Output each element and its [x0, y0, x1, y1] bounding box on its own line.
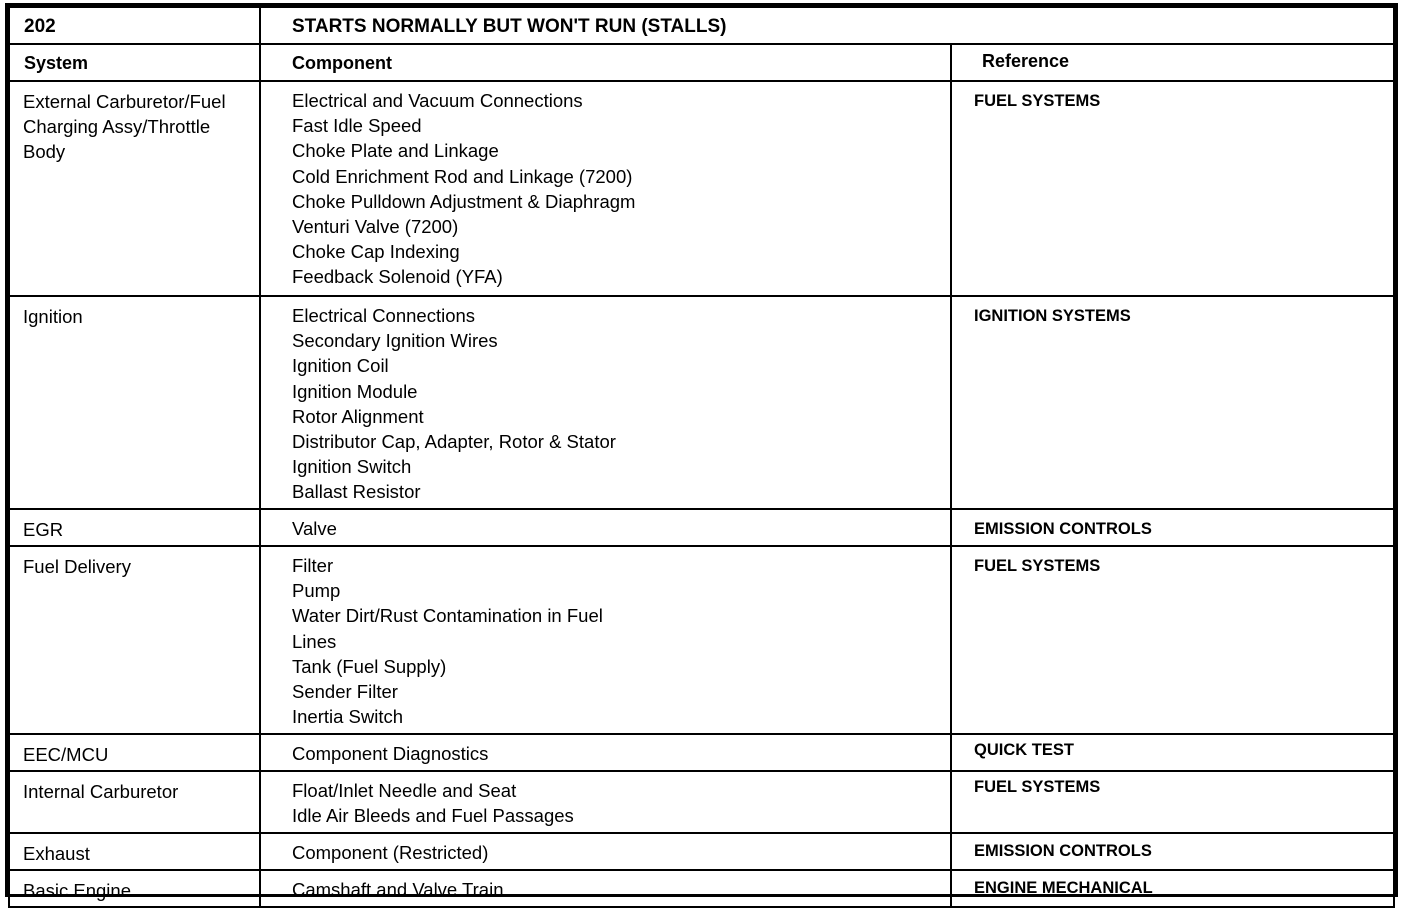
- component-item: Valve: [292, 518, 337, 539]
- component-item: Water Dirt/Rust Contamination in Fuel: [292, 605, 603, 627]
- component-item: Filter: [292, 555, 334, 576]
- component-item: Sender Filter: [292, 681, 398, 703]
- table-row: [9, 296, 1394, 509]
- table-row: [9, 546, 1394, 734]
- table-header-row: [9, 7, 1394, 44]
- component-item: Pump: [292, 580, 341, 602]
- table-row: [9, 870, 1394, 907]
- system-cell: External Carburetor/Fuel Charging Assy/Throttle Body: [9, 81, 260, 296]
- component-item: Ignition Switch: [292, 456, 412, 478]
- reference-cell: IGNITION SYSTEMS: [951, 296, 1394, 509]
- symptom-title: STARTS NORMALLY BUT WON'T RUN (STALLS): [260, 7, 1394, 44]
- diagnostic-table: [5, 3, 1398, 901]
- column-header-reference: Reference: [951, 44, 1394, 81]
- component-item: Ignition Module: [292, 380, 418, 402]
- component-item: Ignition Coil: [292, 355, 389, 377]
- reference-cell: FUEL SYSTEMS: [951, 771, 1394, 833]
- component-item: Camshaft and Valve Train: [292, 879, 504, 900]
- reference-cell: EMISSION CONTROLS: [951, 509, 1394, 546]
- component-item: Rotor Alignment: [292, 405, 424, 427]
- component-item: Electrical and Vacuum Connections: [292, 90, 583, 111]
- system-cell: Internal Carburetor: [9, 771, 260, 833]
- component-item: Secondary Ignition Wires: [292, 330, 498, 352]
- component-item: Fast Idle Speed: [292, 115, 422, 137]
- component-cell: [260, 296, 951, 509]
- component-item: Tank (Fuel Supply): [292, 655, 447, 677]
- component-cell: [260, 546, 951, 734]
- table-row: [9, 81, 1394, 296]
- table-row: [9, 509, 1394, 546]
- component-item: Component (Restricted): [292, 842, 489, 863]
- component-cell: [260, 509, 951, 546]
- component-item: Float/Inlet Needle and Seat: [292, 780, 517, 801]
- table-row: [9, 734, 1394, 771]
- table-row: [9, 771, 1394, 833]
- reference-cell: FUEL SYSTEMS: [951, 546, 1394, 734]
- column-header-system: System: [9, 44, 260, 81]
- component-item: Choke Pulldown Adjustment & Diaphragm: [292, 190, 636, 212]
- system-cell: Fuel Delivery: [9, 546, 260, 734]
- component-item: Inertia Switch: [292, 706, 404, 728]
- symptom-table: [8, 6, 1395, 908]
- system-cell: Ignition: [9, 296, 260, 509]
- component-cell: [260, 833, 951, 870]
- reference-cell: ENGINE MECHANICAL: [951, 870, 1394, 907]
- component-item: Distributor Cap, Adapter, Rotor & Stator: [292, 431, 616, 453]
- component-item: Choke Plate and Linkage: [292, 140, 499, 162]
- column-header-component: Component: [260, 44, 951, 81]
- component-item: Venturi Valve (7200): [292, 216, 459, 238]
- component-item: Ballast Resistor: [292, 481, 421, 503]
- reference-cell: EMISSION CONTROLS: [951, 833, 1394, 870]
- component-item: Lines: [292, 630, 337, 652]
- component-cell: [260, 734, 951, 771]
- system-cell: Exhaust: [9, 833, 260, 870]
- column-header-row: [9, 44, 1394, 81]
- system-cell: EGR: [9, 509, 260, 546]
- component-item: Idle Air Bleeds and Fuel Passages: [292, 805, 574, 827]
- symptom-code: 202: [9, 7, 260, 44]
- reference-cell: FUEL SYSTEMS: [951, 81, 1394, 296]
- component-cell: [260, 81, 951, 296]
- component-item: Component Diagnostics: [292, 743, 489, 764]
- component-cell: [260, 870, 951, 907]
- component-item: Electrical Connections: [292, 305, 476, 326]
- component-cell: [260, 771, 951, 833]
- component-item: Cold Enrichment Rod and Linkage (7200): [292, 165, 633, 187]
- system-cell: Basic Engine: [9, 870, 260, 907]
- system-cell: EEC/MCU: [9, 734, 260, 771]
- table-row: [9, 833, 1394, 870]
- component-item: Choke Cap Indexing: [292, 241, 460, 263]
- reference-cell: QUICK TEST: [951, 734, 1394, 771]
- component-item: Feedback Solenoid (YFA): [292, 266, 503, 288]
